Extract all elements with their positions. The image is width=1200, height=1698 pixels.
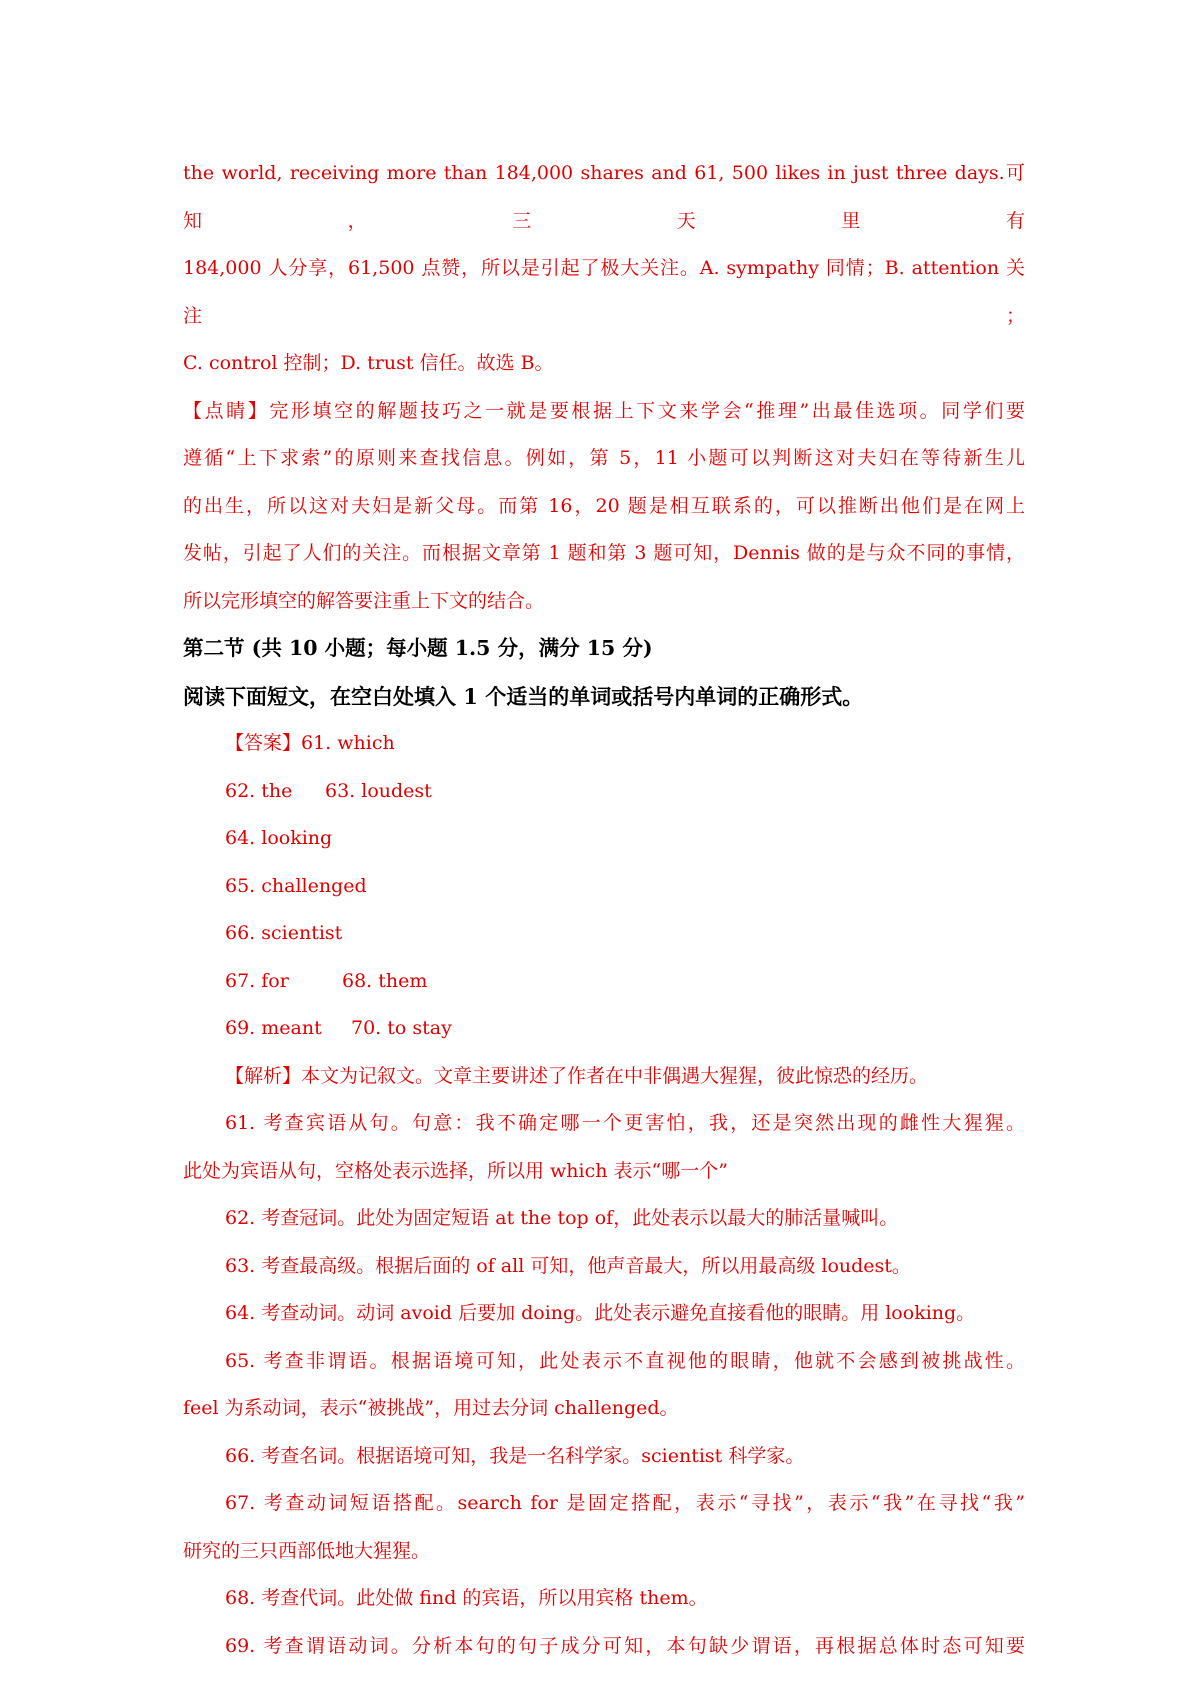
analysis-item-66: 66. 考查名词。根据语境可知，我是一名科学家。scientist 科学家。	[225, 1444, 805, 1467]
answer-66: 66. scientist	[225, 922, 343, 944]
answer-line	[183, 720, 1025, 768]
answer-line	[183, 910, 1025, 958]
answer-65: 65. challenged	[225, 874, 367, 897]
analysis-item-67: 67. 考查动词短语搭配。search for 是固定搭配，表示“寻找”，表示“我”在寻找“我”	[225, 1492, 1025, 1514]
page-content	[183, 150, 1025, 1670]
dianjing-line: 遵循“上下求索”的原则来查找信息。例如，第 5，11 小题可以判断这对夫妇在等待新生儿	[183, 447, 1025, 469]
answer-line	[183, 768, 1025, 816]
dianjing-line: 发帖，引起了人们的关注。而根据文章第 1 题和第 3 题可知，Dennis 做的是与众不同的事情，	[183, 542, 1025, 564]
analysis-item-61-cont: 此处为宾语从句，空格处表示选择，所以用 which 表示“哪一个”	[183, 1159, 728, 1182]
analysis-item-68: 68. 考查代词。此处做 find 的宾语，所以用宾格 them。	[225, 1587, 708, 1609]
analysis-item-65-cont: feel 为系动词，表示“被挑战”，用过去分词 challenged。	[183, 1397, 679, 1419]
answer-61: 【答案】61. which	[225, 732, 395, 754]
dianjing-line: 所以完形填空的解答要注重上下文的结合。	[183, 589, 545, 612]
answer-69: 69. meant	[225, 1017, 322, 1039]
answer-70: 70. to stay	[351, 1017, 452, 1039]
analysis-intro: 【解析】本文为记叙文。文章主要讲述了作者在中非偶遇大猩猩，彼此惊恐的经历。	[225, 1064, 929, 1087]
analysis-item-67-cont: 研究的三只西部低地大猩猩。	[183, 1539, 431, 1562]
answer-line	[183, 958, 1025, 1006]
answer-68: 68. them	[342, 969, 428, 992]
explanation-line: 184,000 人分享，61,500 点赞，所以是引起了极大关注。A. sympathy 同情；B. attention 关注；	[183, 257, 1025, 327]
dianjing-line: 【点睛】完形填空的解题技巧之一就是要根据上下文来学会“推理”出最佳选项。同学们要	[183, 399, 1025, 422]
analysis-item-63: 63. 考查最高级。根据后面的 of all 可知，他声音最大，所以用最高级 loudest。	[225, 1254, 911, 1277]
answer-line	[183, 815, 1025, 863]
section-instruction: 阅读下面短文，在空白处填入 1 个适当的单词或括号内单词的正确形式。	[183, 683, 864, 709]
explanation-line: the world, receiving more than 184,000 shares and 61, 500 likes in just three days.可知，三天里有	[183, 162, 1025, 232]
analysis-item-61: 61. 考查宾语从句。句意：我不确定哪一个更害怕，我，还是突然出现的雌性大猩猩。	[225, 1112, 1025, 1134]
explanation-line: C. control 控制；D. trust 信任。故选 B。	[183, 352, 554, 374]
answer-67: 67. for	[225, 969, 289, 992]
dianjing-line: 的出生，所以这对夫妇是新父母。而第 16，20 题是相互联系的，可以推断出他们是在网上	[183, 494, 1025, 517]
analysis-item-65: 65. 考查非谓语。根据语境可知，此处表示不直视他的眼睛，他就不会感到被挑战性。	[225, 1349, 1025, 1372]
answer-62: 62. the	[225, 779, 293, 802]
answer-63: 63. loudest	[325, 779, 432, 802]
section-heading: 第二节 (共 10 小题；每小题 1.5 分，满分 15 分)	[183, 636, 653, 660]
answer-64: 64. looking	[225, 827, 333, 849]
answer-line	[183, 863, 1025, 911]
analysis-item-69: 69. 考查谓语动词。分析本句的句子成分可知，本句缺少谓语，再根据总体时态可知要	[225, 1634, 1025, 1657]
analysis-item-64: 64. 考查动词。动词 avoid 后要加 doing。此处表示避免直接看他的眼睛。用 looking。	[225, 1302, 976, 1324]
answer-line	[183, 1005, 1025, 1053]
analysis-item-62: 62. 考查冠词。此处为固定短语 at the top of，此处表示以最大的肺活量喊叫。	[225, 1207, 899, 1229]
